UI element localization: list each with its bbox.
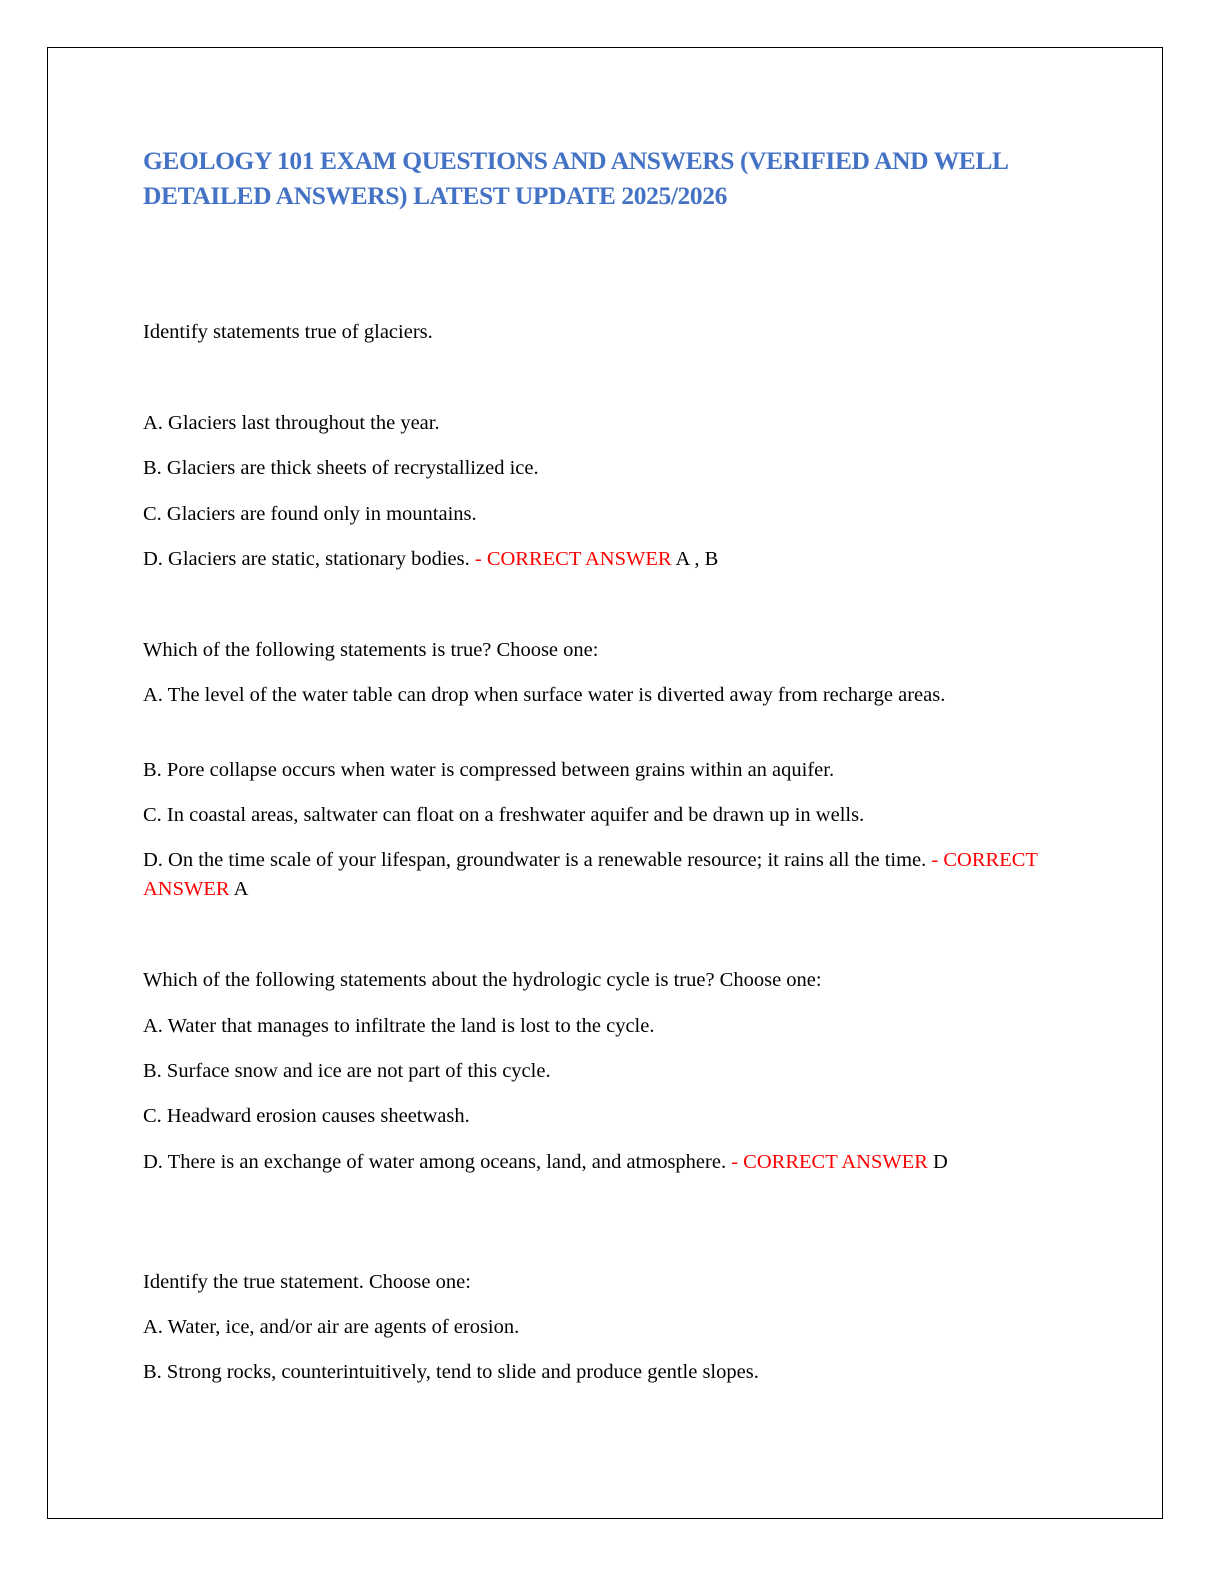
question-2-text: Which of the following statements is true? Choose one:: [143, 639, 599, 661]
question-1-answer: A , B: [675, 548, 719, 570]
question-2-option-b: B. Pore collapse occurs when water is compressed between grains within an aquifer.: [143, 759, 835, 781]
question-3-answer: D: [933, 1151, 948, 1173]
correct-answer-label: - CORRECT ANSWER: [143, 849, 1038, 900]
question-2-option-d: D. On the time scale of your lifespan, groundwater is a renewable resource; it rains all the time.: [143, 849, 927, 871]
question-1-option-b: B. Glaciers are thick sheets of recrystallized ice.: [143, 457, 539, 479]
question-3-text: Which of the following statements about the hydrologic cycle is true? Choose one:: [143, 969, 822, 991]
question-1-option-d: D. Glaciers are static, stationary bodies.: [143, 548, 470, 570]
correct-answer-label: - CORRECT ANSWER: [731, 1151, 928, 1173]
question-4-option-b: B. Strong rocks, counterintuitively, tend to slide and produce gentle slopes.: [143, 1361, 759, 1383]
question-1-option-c: C. Glaciers are found only in mountains.: [143, 503, 477, 525]
question-3-option-a: A. Water that manages to infiltrate the land is lost to the cycle.: [143, 1015, 655, 1037]
question-1-option-d-line: [143, 545, 718, 574]
question-1-text: Identify statements true of glaciers.: [143, 321, 433, 343]
question-3-option-c: C. Headward erosion causes sheetwash.: [143, 1105, 470, 1127]
question-3-option-b: B. Surface snow and ice are not part of this cycle.: [143, 1060, 551, 1082]
question-4-text: Identify the true statement. Choose one:: [143, 1271, 471, 1293]
question-2-answer: A: [233, 878, 249, 900]
question-2-option-d-line: [143, 846, 1073, 904]
correct-answer-label: - CORRECT ANSWER: [474, 548, 672, 570]
question-4-option-a: A. Water, ice, and/or air are agents of erosion.: [143, 1316, 520, 1338]
question-3-option-d-line: [143, 1148, 1073, 1177]
question-2-option-a: A. The level of the water table can drop when surface water is diverted away from recharge areas.: [143, 684, 946, 706]
question-3-option-d: D. There is an exchange of water among oceans, land, and atmosphere.: [143, 1151, 727, 1173]
document-title: GEOLOGY 101 EXAM QUESTIONS AND ANSWERS (VERIFIED AND WELL DETAILED ANSWERS) LATEST UPDATE 2025/2026: [143, 146, 1008, 210]
question-2-option-c: C. In coastal areas, saltwater can float on a freshwater aquifer and be drawn up in wells.: [143, 804, 865, 826]
question-1-option-a: A. Glaciers last throughout the year.: [143, 412, 440, 434]
